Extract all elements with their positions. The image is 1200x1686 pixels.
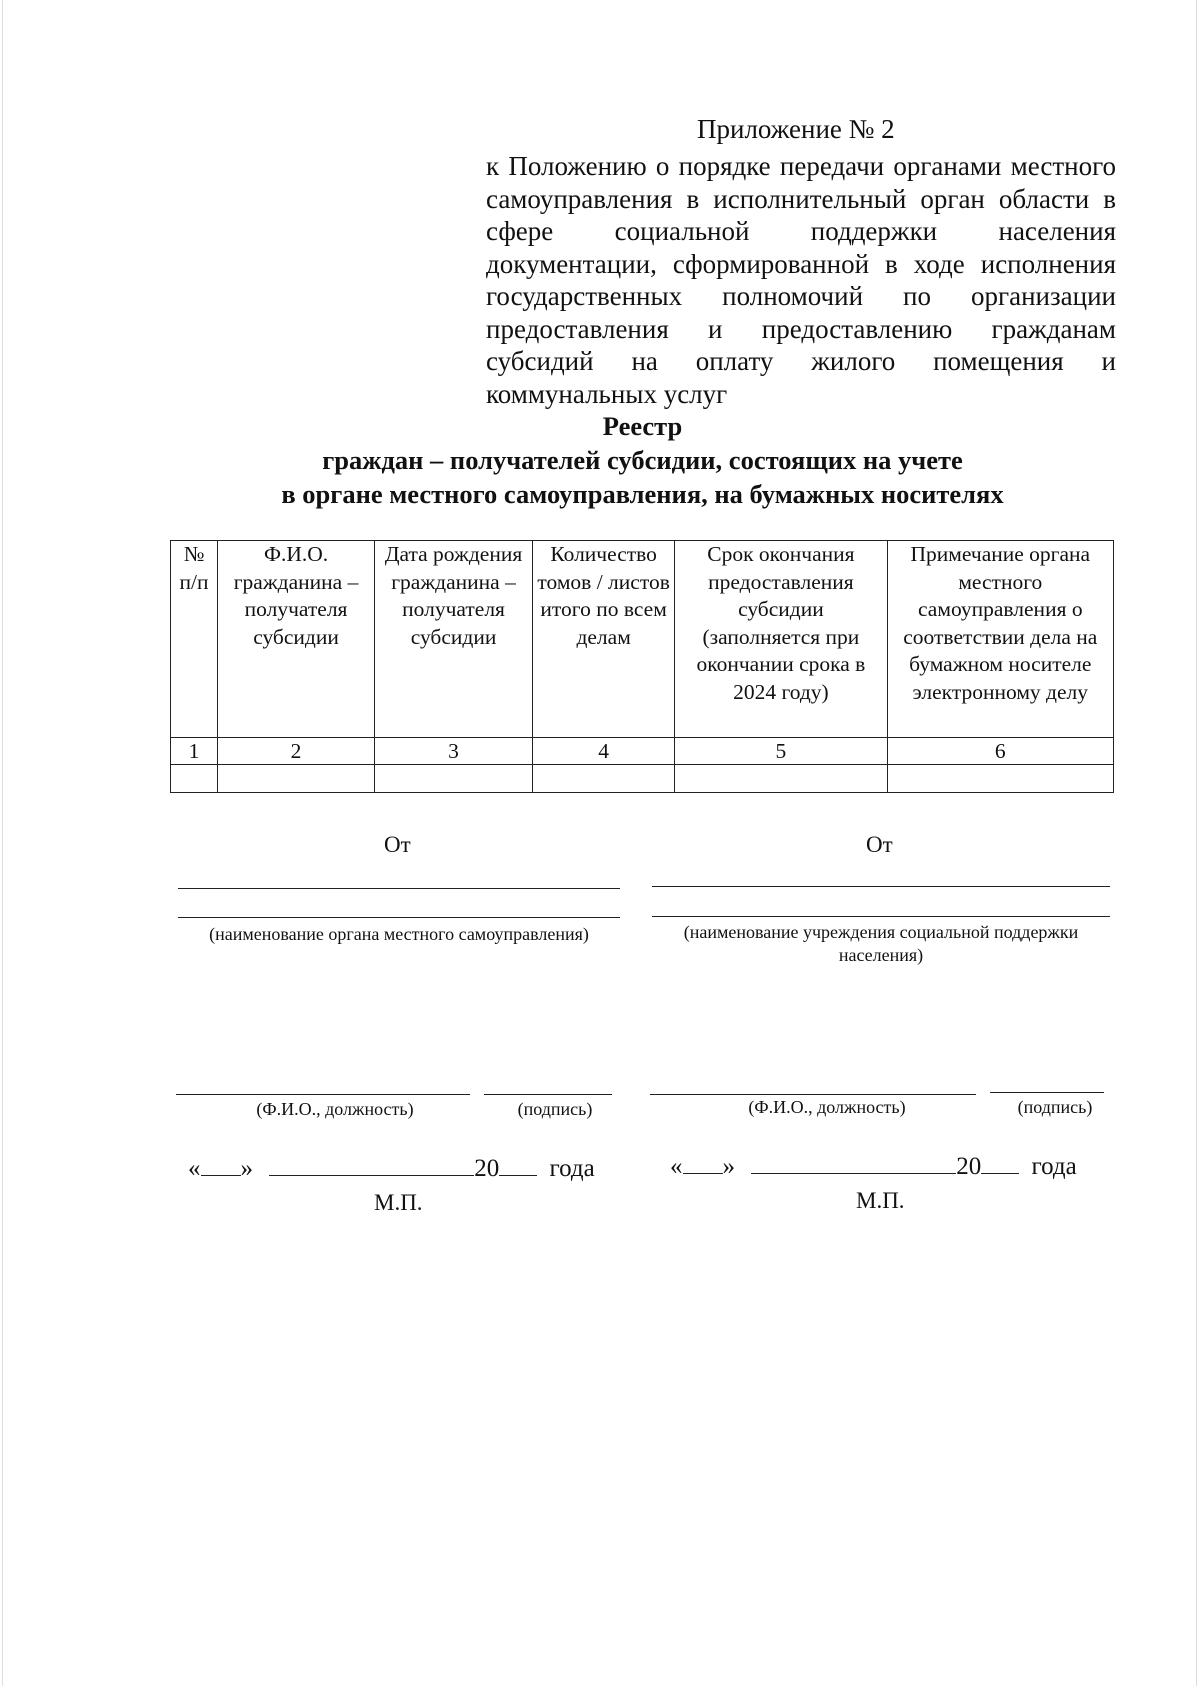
title-line-2: граждан – получателей субсидии, состоящих на учете	[322, 445, 963, 475]
header-cell-birthdate: Дата рождения гражданина – получателя субсидии	[375, 541, 533, 738]
header-cell-end-date: Срок окончания предоставления субсидии (заполняется при окончании срока в 2024 году)	[675, 541, 887, 738]
right-org-caption: (наименование учреждения социальной поддержки населения)	[683, 922, 1079, 965]
header-cell-volumes: Количество томов / листов итого по всем делам	[533, 541, 675, 738]
column-number-1: 1	[171, 738, 218, 765]
registry-table	[170, 540, 1114, 793]
left-date-open-quote: «	[188, 1155, 201, 1182]
scan-edge-right	[1196, 0, 1197, 1686]
table-cell	[533, 765, 675, 793]
left-year-suffix: года	[549, 1155, 595, 1182]
right-stamp-label: М.П.	[856, 1188, 905, 1213]
right-year-blank	[981, 1153, 1019, 1174]
left-date-line	[188, 1155, 595, 1183]
right-month-blank	[751, 1153, 956, 1174]
right-fio-caption: (Ф.И.О., должность)	[748, 1097, 906, 1117]
right-date-close-quote: »	[722, 1153, 735, 1180]
right-day-blank	[683, 1153, 723, 1174]
table-cell	[218, 765, 375, 793]
left-signature-caption: (подпись)	[517, 1099, 593, 1119]
appendix-body: к Положению о порядке передачи органами местного самоуправления в исполнительный орган области в сфере социальной поддержки населения документации, сформированной в ходе исполнения государственных полномочий по организации предоставления и предоставлению гражданам субсидий на оплату жилого помещения и коммунальных услуг	[486, 151, 1116, 409]
column-number-6: 6	[887, 738, 1113, 765]
right-signature-line	[990, 1092, 1104, 1093]
table-cell	[887, 765, 1113, 793]
left-stamp-label: М.П.	[374, 1190, 423, 1215]
left-org-line-2	[178, 917, 620, 918]
header-cell-fio: Ф.И.О. гражданина – получателя субсидии	[218, 541, 375, 738]
left-org-line-1	[178, 888, 620, 889]
table-header-row	[171, 541, 1114, 738]
column-number-4: 4	[533, 738, 675, 765]
right-year-suffix: года	[1031, 1153, 1077, 1180]
title-line-1: Реестр	[602, 411, 683, 441]
right-fio-line	[650, 1094, 976, 1095]
left-signature-line	[484, 1094, 612, 1095]
header-cell-note: Примечание органа местного самоуправления о соответствии дела на бумажном носителе электронному делу	[887, 541, 1113, 738]
right-year-prefix: 20	[956, 1153, 982, 1180]
left-month-blank	[269, 1155, 474, 1176]
column-number-2: 2	[218, 738, 375, 765]
header-cell-number: № п/п	[171, 541, 218, 738]
table-row	[171, 765, 1114, 793]
left-year-blank	[499, 1155, 537, 1176]
right-org-line-2	[652, 916, 1110, 917]
right-date-line	[670, 1153, 1077, 1181]
right-signature-caption: (подпись)	[1017, 1097, 1093, 1117]
left-day-blank	[201, 1155, 241, 1176]
left-fio-line	[176, 1094, 470, 1095]
title-line-3: в органе местного самоуправления, на бумажных носителях	[281, 479, 1004, 509]
table-cell	[171, 765, 218, 793]
column-number-3: 3	[375, 738, 533, 765]
scan-edge-left	[2, 0, 3, 1686]
appendix-title: Приложение № 2	[697, 114, 895, 144]
table-numbering-row	[171, 738, 1114, 765]
left-date-close-quote: »	[240, 1155, 253, 1182]
right-org-line-1	[652, 886, 1110, 887]
left-from-label: От	[384, 832, 411, 857]
table-cell	[675, 765, 887, 793]
column-number-5: 5	[675, 738, 887, 765]
right-date-open-quote: «	[670, 1153, 683, 1180]
left-org-caption: (наименование органа местного самоуправления)	[209, 924, 589, 944]
left-fio-caption: (Ф.И.О., должность)	[256, 1099, 414, 1119]
table-cell	[375, 765, 533, 793]
registry-title	[150, 409, 1135, 511]
left-year-prefix: 20	[474, 1155, 500, 1182]
right-from-label: От	[866, 832, 893, 857]
